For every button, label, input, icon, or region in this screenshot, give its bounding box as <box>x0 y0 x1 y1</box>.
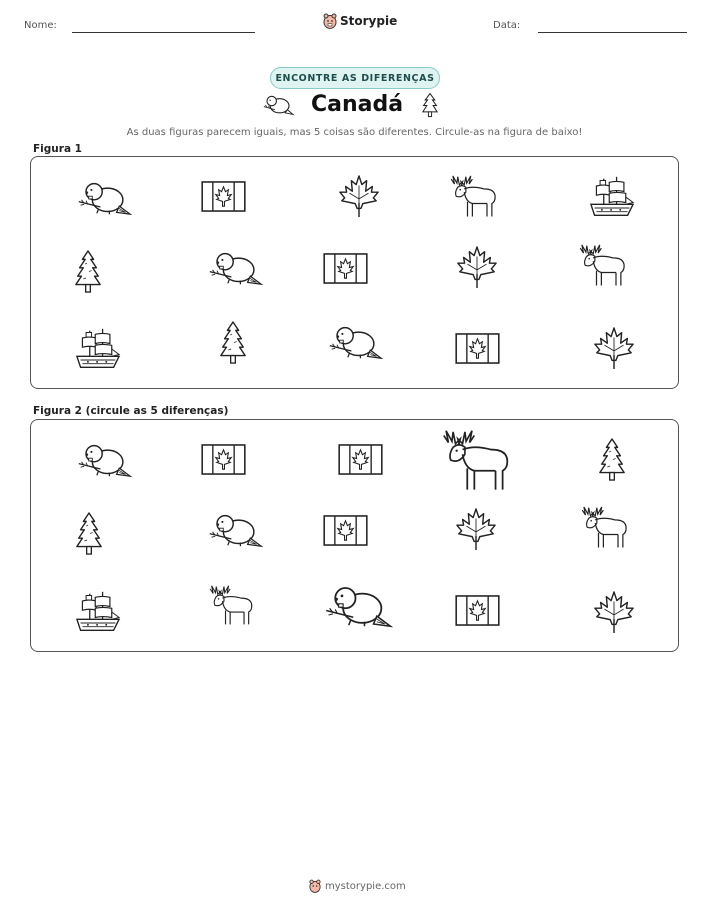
beaver-icon <box>328 322 382 362</box>
brand-name: Storypie <box>340 14 398 28</box>
brand-logo <box>323 13 397 29</box>
pine-tree-icon <box>420 92 440 119</box>
beaver-icon[interactable] <box>208 510 262 550</box>
flag-icon[interactable] <box>455 595 500 626</box>
find-differences-badge: ENCONTRE AS DIFERENÇAS <box>270 67 440 89</box>
page-title: Canadá <box>310 92 404 117</box>
date-line[interactable] <box>538 32 687 33</box>
flag-icon[interactable] <box>338 444 383 475</box>
storypie-mascot-icon <box>323 13 337 29</box>
beaver-icon <box>208 248 262 288</box>
pine-tree-icon[interactable] <box>75 511 103 556</box>
maple-leaf-icon[interactable] <box>455 507 497 551</box>
figure-1-label: Figura 1 <box>33 143 82 155</box>
flag-icon <box>201 181 246 212</box>
moose-icon[interactable] <box>439 428 514 495</box>
ship-icon <box>589 175 635 219</box>
maple-leaf-icon <box>338 174 380 218</box>
maple-leaf-icon[interactable] <box>593 590 635 634</box>
beaver-icon <box>77 178 131 218</box>
date-label: Data: <box>493 20 521 31</box>
figure-2-label: Figura 2 (circule as 5 diferenças) <box>33 405 229 417</box>
name-line[interactable] <box>72 32 255 33</box>
flag-icon <box>323 253 368 284</box>
maple-leaf-icon <box>456 245 498 289</box>
pine-tree-icon <box>219 320 247 365</box>
moose-icon <box>577 243 629 289</box>
pine-tree-icon[interactable] <box>598 437 626 482</box>
footer <box>309 879 406 893</box>
ship-icon[interactable] <box>75 590 121 634</box>
moose-icon <box>448 174 500 220</box>
name-label: Nome: <box>24 20 57 31</box>
moose-icon[interactable] <box>579 505 631 551</box>
flag-icon <box>455 333 500 364</box>
instructions-text: As duas figuras parecem iguais, mas 5 coisas são diferentes. Circule-as na figura de baixo! <box>126 127 583 138</box>
beaver-icon[interactable] <box>77 440 131 480</box>
flag-icon[interactable] <box>323 515 368 546</box>
storypie-mascot-icon <box>309 879 321 893</box>
footer-url: mystorypie.com <box>325 880 406 892</box>
beaver-icon[interactable] <box>324 581 392 631</box>
pine-tree-icon <box>74 249 102 294</box>
moose-icon[interactable] <box>207 584 256 628</box>
beaver-icon <box>262 94 294 116</box>
ship-icon <box>75 327 121 371</box>
flag-icon[interactable] <box>201 444 246 475</box>
maple-leaf-icon <box>593 326 635 370</box>
